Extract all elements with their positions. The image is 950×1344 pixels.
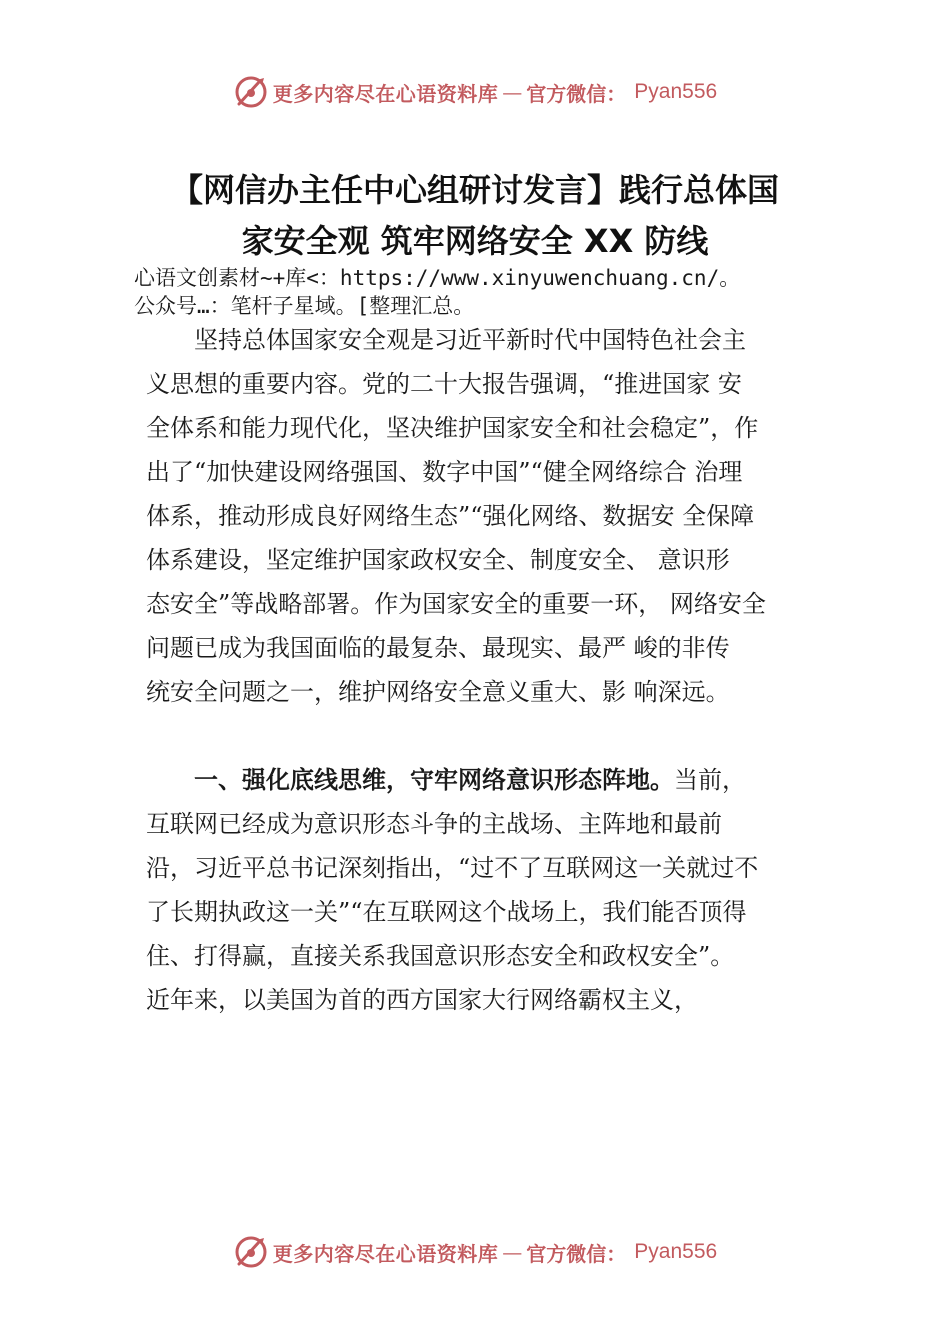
paragraph-line-rest: 当前， [674,766,746,794]
paragraph-line: 近年来，以美国为首的西方国家大行网络霸权主义， [146,986,698,1014]
source-line-1: 心语文创素材~+库<：https://www.xinyuwenchuang.cn/。 [134,266,741,290]
brush-logo-icon [233,1234,269,1270]
paragraph-line: 统安全问题之一，维护网络安全意义重大、影 响深远。 [146,678,730,706]
section-heading: 一、强化底线思维，守牢网络意识形态阵地。 [146,766,674,794]
banner-separator: — [502,1240,523,1264]
paragraph-line: 了长期执政这一关”“在互联网这个战场上，我们能否顶得 [146,898,747,926]
source-line-2: 公众号…：笔杆子星域。[整理汇总。 [134,294,475,318]
document-title-line-1: 【网信办主任中心组研讨发言】践行总体国 [170,171,779,209]
paragraph-first-line [146,758,846,802]
paragraph-1 [146,318,846,714]
banner-wechat-id: Pyan556 [634,80,718,103]
paragraph-line: 坚持总体国家安全观是习近平新时代中国特色社会主 [146,326,746,354]
paragraph-line: 沿，习近平总书记深刻指出，“过不了互联网这一关就过不 [146,854,759,882]
paragraph-line: 出了“加快建设网络强国、数字中国”“健全网络综合 治理 [146,458,743,486]
banner-text: 更多内容尽在心语资料库 [272,1241,499,1266]
banner-wechat-label: 官方微信： [526,1241,627,1266]
paragraph-line: 住、打得赢，直接关系我国意识形态安全和政权安全”。 [146,942,735,970]
footer-banner [0,1232,950,1272]
banner-text: 更多内容尽在心语资料库 [272,81,499,106]
brush-logo-icon [233,74,269,110]
paragraph-line: 义思想的重要内容。党的二十大报告强调，“推进国家 安 [146,370,742,398]
paragraph-line: 体系建设，坚定维护国家政权安全、制度安全、 意识形 [146,546,730,574]
header-banner [0,72,950,112]
paragraph-line: 全体系和能力现代化，坚决维护国家安全和社会稳定”，作 [146,414,759,442]
paragraph-line: 体系，推动形成良好网络生态”“强化网络、数据安 全保障 [146,502,755,530]
banner-wechat-label: 官方微信： [526,81,627,106]
paragraph-2 [146,758,846,1022]
banner-wechat-id: Pyan556 [634,1240,718,1263]
banner-separator: — [502,80,523,104]
document-title-line-2: 家安全观 筑牢网络安全 XX 防线 [241,222,709,260]
paragraph-line: 问题已成为我国面临的最复杂、最现实、最严 峻的非传 [146,634,730,662]
paragraph-line: 态安全”等战略部署。作为国家安全的重要一环， 网络安全 [146,590,766,618]
paragraph-line: 互联网已经成为意识形态斗争的主战场、主阵地和最前 [146,810,722,838]
